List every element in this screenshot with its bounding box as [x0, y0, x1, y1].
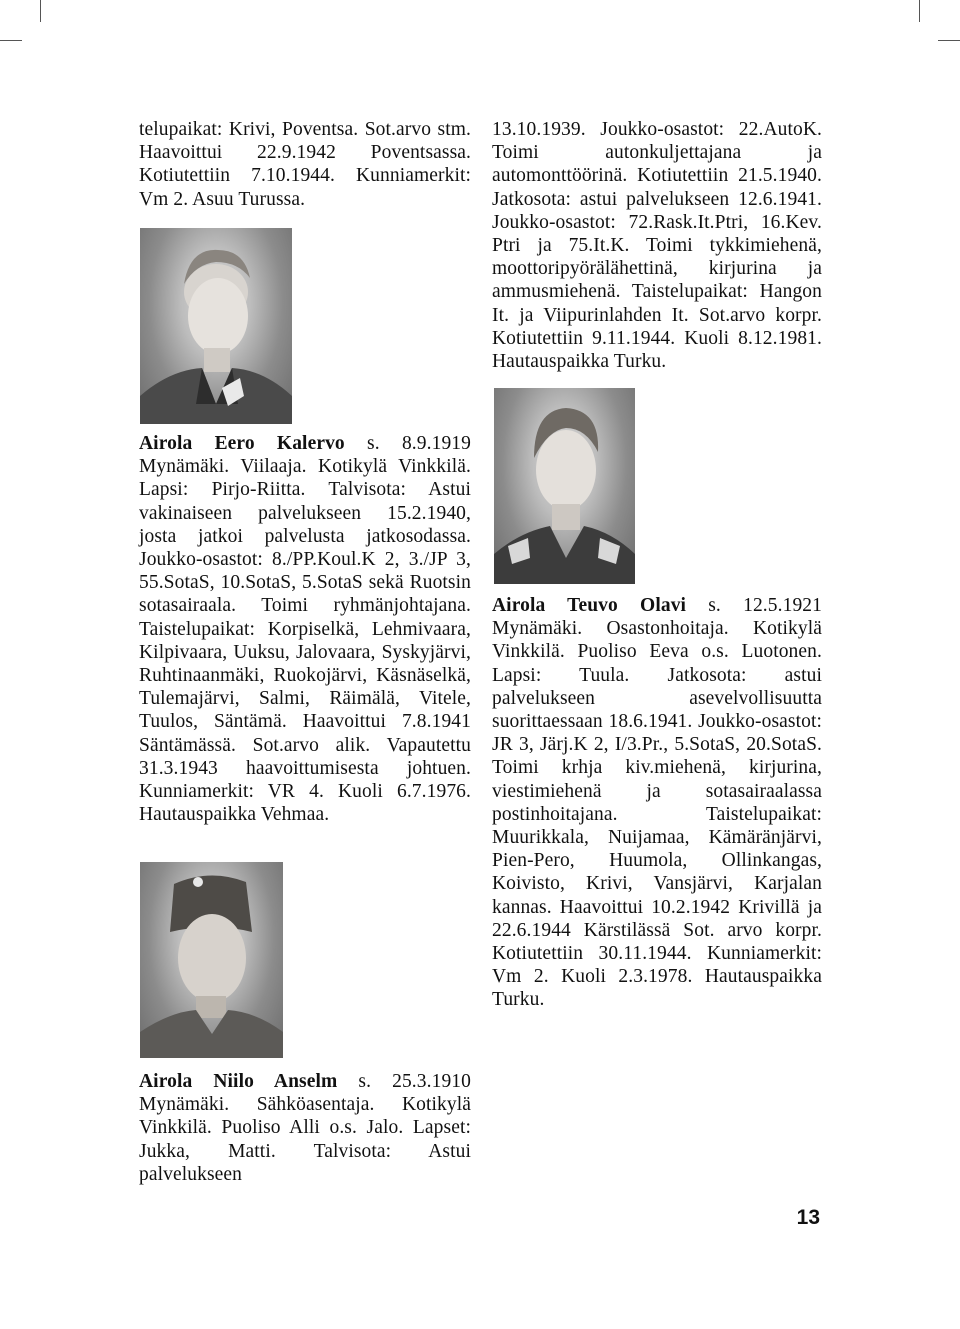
right-continuation-text: 13.10.1939. Joukko-osastot: 22.AutoK. Toimi autonkuljettajana ja automonttöörinä. Kotiutettiin 21.5.1940. Jatkosota: astui palvelukseen 12.6.1941. Joukko-osastot: 72.Rask.It.Ptri, 16.Kev. Ptri ja 75.It.K. Toimi tykkimiehenä, moottoripyörälähettinä, kirjurina ja ammusmiehenä. Taistelupaikat: Hangon It. ja Viipurinlahden It. Sot.arvo korpr. Kotiutettiin 9.11.1944. Kuoli 8.12.1981. Hautauspaikka Turku.	[492, 119, 822, 373]
person-name-eero: Airola Eero Kalervo	[139, 433, 345, 454]
person-name-teuvo: Airola Teuvo Olavi	[492, 595, 687, 616]
portrait-photo-eero	[140, 228, 292, 424]
person-name-niilo: Airola Niilo Anselm	[139, 1071, 338, 1092]
biography-text-eero: s. 8.9.1919 Mynämäki. Viilaaja. Kotikylä Vinkkilä. Lapsi: Pirjo-Riitta. Talvisota: Astui vakinaiseen palvelukseen 15.2.1940, josta jatkoi palvelusta jatkosodassa. Joukko-osastot: 8./PP.Koul.K 2, 3./JP 3, 55.SotaS, 10.SotaS, 5.SotaS sekä Ruotsin sotasairaala. Toimi ryhmänjohtajana. Taistelupaikat: Korpiselkä, Lehmivaara, Kilpivaara, Uuksu, Jalovaara, Syskyjärvi, Ruhtinaanmäki, Ruokojärvi, Käsnäselkä, Tulemajärvi, Salmi, Räimälä, Vitele, Tuulos, Säntämä. Haavoittui 7.8.1941 Säntämässä. Sot.arvo alik. Vapautettu 31.3.1943 haavoittumisesta johtuen. Kunniamerkit: VR 4. Kuoli 6.7.1976. Hautauspaikka Vehmaa.	[139, 433, 471, 826]
page-number: 13	[796, 1206, 820, 1229]
biography-text-teuvo: s. 12.5.1921 Mynämäki. Osastonhoitaja. Kotikylä Vinkkilä. Puoliso Eeva o.s. Luotonen. Lapsi: Tuula. Jatkosota: astui palvelukseen asevelvollisuutta suorittaessaan 18.6.1941. Joukko-osastot: JR 3, Järj.K 2, I/3.Pr., 5.SotaS, 20.SotaS. Toimi krhja kiv.miehenä, kirjurina, viestimiehenä ja sotasairaalassa postinhoitajana. Taistelupaikat: Muurikkala, Nuijamaa, Kämäränjärvi, Pien-Pero, Huumola, Ollinkangas, Koivisto, Krivi, Vansjärvi, Karjalan kannas. Haavoittui 10.2.1942 Krivillä ja 22.6.1944 Kärstilässä Sot. arvo korpr. Kotiutettiin 30.11.1944. Kunniamerkit: Vm 2. Kuoli 2.3.1978. Hautauspaikka Turku.	[492, 595, 822, 1011]
biography-eero	[139, 432, 471, 826]
biography-teuvo	[492, 594, 822, 1012]
biography-text-niilo: s. 25.3.1910 Mynämäki. Sähköasentaja. Kotikylä Vinkkilä. Puoliso Alli o.s. Jalo. Lapset: Jukka, Matti. Talvisota: Astui palvelukseen	[139, 1071, 472, 1185]
crop-mark-top-right-h	[938, 40, 960, 41]
portrait-teuvo-drawing	[494, 388, 635, 584]
left-continuation-text: telupaikat: Krivi, Poventsa. Sot.arvo stm. Haavoittui 22.9.1942 Poventsassa. Kotiutettiin 7.10.1944. Kunniamerkit: Vm 2. Asuu Turussa.	[139, 119, 471, 210]
portrait-photo-niilo	[140, 862, 283, 1058]
right-column-continuation	[492, 118, 822, 373]
portrait-eero-drawing	[140, 228, 292, 424]
crop-mark-top-left-h	[0, 40, 22, 41]
crop-mark-top-right	[919, 0, 920, 22]
left-column-continuation	[139, 118, 471, 211]
portrait-niilo-drawing	[140, 862, 283, 1058]
biography-niilo	[139, 1070, 471, 1186]
portrait-photo-teuvo	[494, 388, 635, 584]
crop-mark-top-left	[40, 0, 41, 22]
